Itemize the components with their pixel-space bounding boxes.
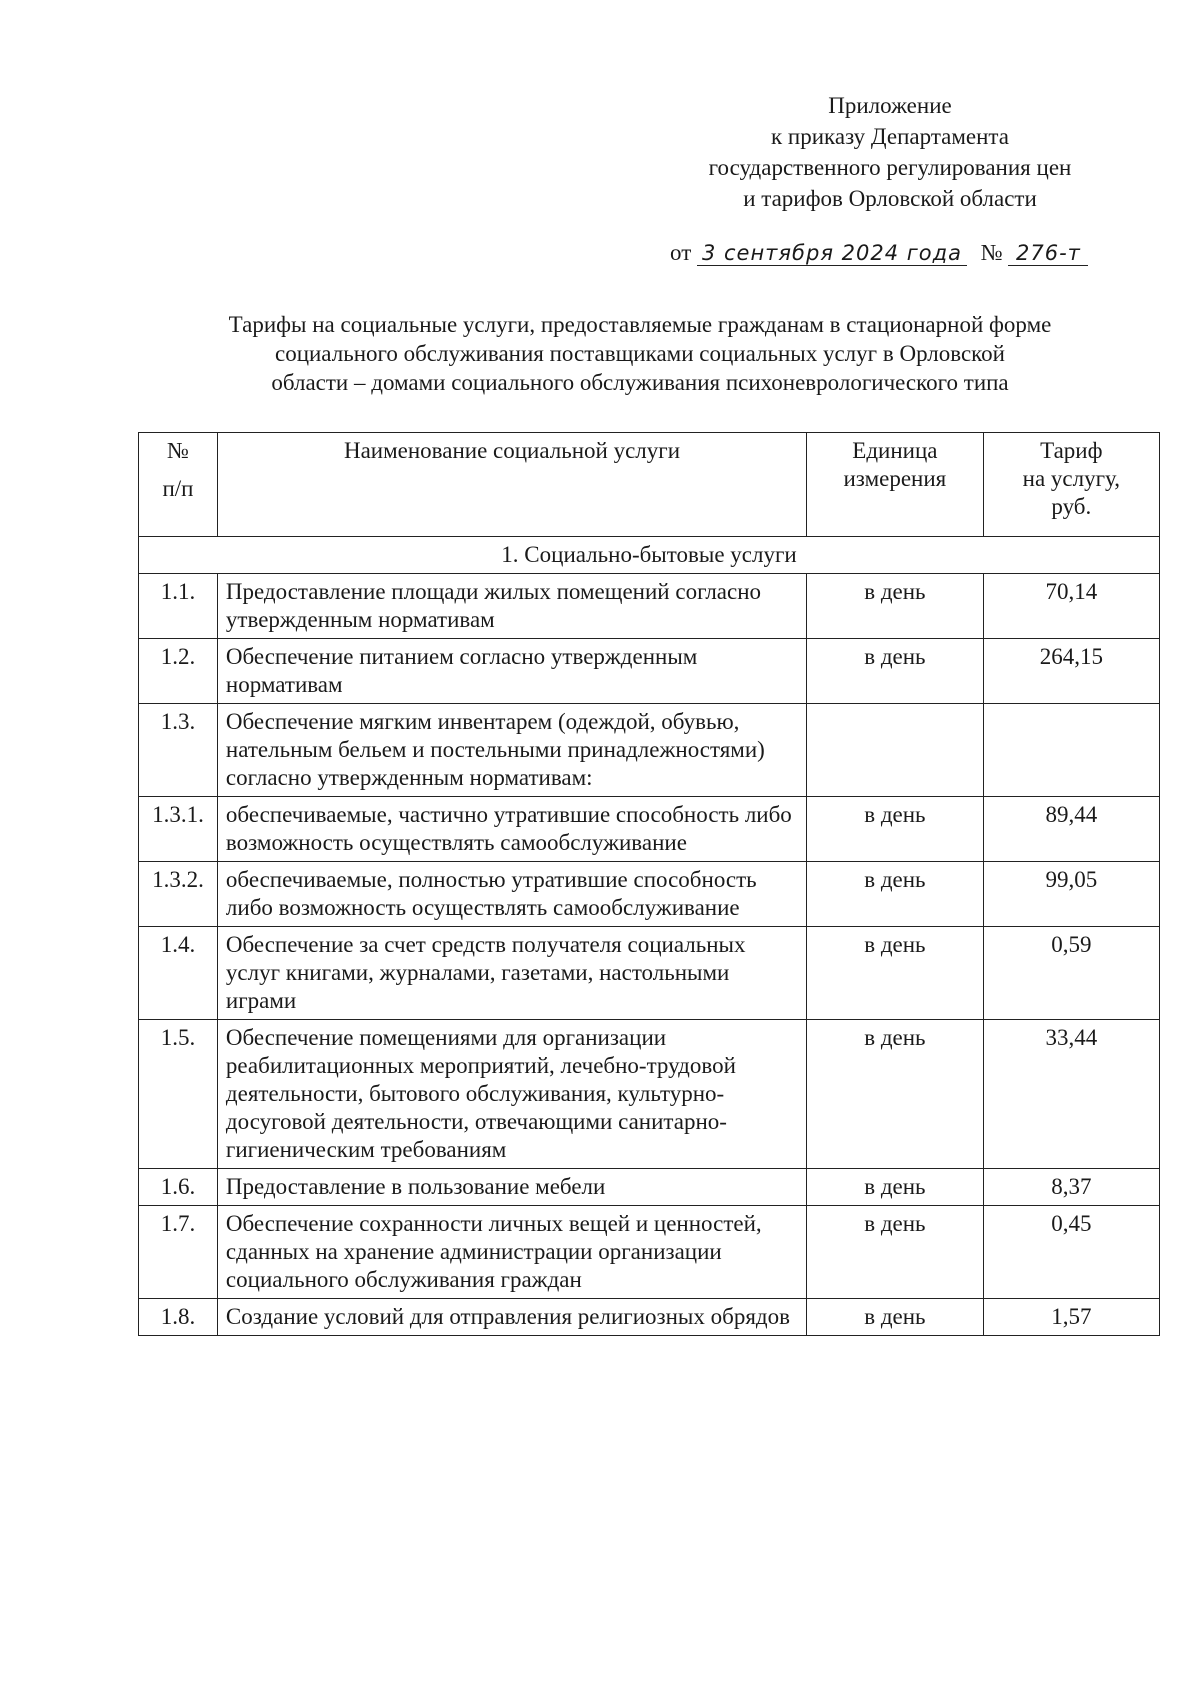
row-number: 1.3.1.: [139, 797, 218, 862]
appendix-block: [600, 90, 1180, 214]
row-number: 1.6.: [139, 1169, 218, 1206]
table-header-row: [139, 433, 1160, 537]
service-name: Предоставление в пользование мебели: [217, 1169, 806, 1206]
row-number: 1.7.: [139, 1206, 218, 1299]
unit-of-measure: [807, 704, 984, 797]
service-name: Обеспечение питанием согласно утвержденным нормативам: [217, 639, 806, 704]
tariff-value: [983, 704, 1159, 797]
table-body: [139, 537, 1160, 1336]
tariff-value: 1,57: [983, 1299, 1159, 1336]
row-number: 1.4.: [139, 927, 218, 1020]
service-name: Обеспечение помещениями для организации реабилитационных мероприятий, лечебно-трудовой деятельности, бытового обслуживания, культурно-досуговой деятельности, отвечающими санитарно-гигиеническим требованиям: [217, 1020, 806, 1169]
header-unit-line: Единица: [852, 438, 938, 463]
table-row: [139, 1206, 1160, 1299]
document-title: [150, 310, 1130, 397]
header-tariff-line: руб.: [1051, 494, 1092, 519]
appendix-line: государственного регулирования цен: [708, 155, 1072, 180]
header-tariff-line: Тариф: [1040, 438, 1103, 463]
header-name: Наименование социальной услуги: [217, 433, 806, 537]
tariff-value: 89,44: [983, 797, 1159, 862]
service-name: Обеспечение мягким инвентарем (одеждой, обувью, нательным бельем и постельными принадлежностями) согласно утвержденным нормативам:: [217, 704, 806, 797]
service-name: обеспечиваемые, полностью утратившие способность либо возможность осуществлять самообслуживание: [217, 862, 806, 927]
row-number: 1.3.2.: [139, 862, 218, 927]
tariff-value: 0,45: [983, 1206, 1159, 1299]
unit-of-measure: в день: [807, 797, 984, 862]
table-row: [139, 927, 1160, 1020]
tariff-table: [138, 432, 1160, 1336]
service-name: Обеспечение за счет средств получателя социальных услуг книгами, журналами, газетами, настольными играми: [217, 927, 806, 1020]
tariff-value: 99,05: [983, 862, 1159, 927]
service-name: Обеспечение сохранности личных вещей и ценностей, сданных на хранение администрации организации социального обслуживания граждан: [217, 1206, 806, 1299]
title-line: социального обслуживания поставщиками социальных услуг в Орловской: [274, 341, 1005, 366]
title-line: области – домами социального обслуживания психоневрологического типа: [271, 370, 1009, 395]
header-unit-line: измерения: [843, 466, 947, 491]
order-number-label: №: [980, 240, 1003, 265]
order-date: 3 сентября 2024 года: [697, 241, 967, 266]
table-row: [139, 862, 1160, 927]
row-number: 1.2.: [139, 639, 218, 704]
tariff-value: 8,37: [983, 1169, 1159, 1206]
header-num: [139, 433, 218, 537]
unit-of-measure: в день: [807, 639, 984, 704]
service-name: обеспечиваемые, частично утратившие способность либо возможность осуществлять самообслуживание: [217, 797, 806, 862]
title-line: Тарифы на социальные услуги, предоставляемые гражданам в стационарной форме: [228, 312, 1052, 337]
row-number: 1.8.: [139, 1299, 218, 1336]
table-row: [139, 1169, 1160, 1206]
unit-of-measure: в день: [807, 1020, 984, 1169]
table-row: [139, 574, 1160, 639]
tariff-value: 0,59: [983, 927, 1159, 1020]
table-row: [139, 1299, 1160, 1336]
tariff-value: 33,44: [983, 1020, 1159, 1169]
order-number: 276-т: [1008, 241, 1088, 266]
table-row: [139, 797, 1160, 862]
tariff-value: 70,14: [983, 574, 1159, 639]
header-tariff-line: на услугу,: [1022, 466, 1120, 491]
header-num-line: №: [166, 438, 189, 463]
tariff-value: 264,15: [983, 639, 1159, 704]
section-row: [139, 537, 1160, 574]
table-row: [139, 704, 1160, 797]
order-from-label: от: [670, 240, 692, 265]
service-name: Предоставление площади жилых помещений согласно утвержденным нормативам: [217, 574, 806, 639]
row-number: 1.3.: [139, 704, 218, 797]
section-title: 1. Социально-бытовые услуги: [139, 537, 1160, 574]
unit-of-measure: в день: [807, 574, 984, 639]
appendix-line: Приложение: [828, 93, 952, 118]
unit-of-measure: в день: [807, 927, 984, 1020]
header-num-line: п/п: [162, 476, 194, 501]
unit-of-measure: в день: [807, 1299, 984, 1336]
row-number: 1.5.: [139, 1020, 218, 1169]
service-name: Создание условий для отправления религиозных обрядов: [217, 1299, 806, 1336]
unit-of-measure: в день: [807, 1206, 984, 1299]
header-unit: [807, 433, 984, 537]
row-number: 1.1.: [139, 574, 218, 639]
unit-of-measure: в день: [807, 862, 984, 927]
table-row: [139, 1020, 1160, 1169]
order-reference: [670, 238, 1170, 268]
appendix-line: к приказу Департамента: [771, 124, 1009, 149]
appendix-line: и тарифов Орловской области: [743, 186, 1037, 211]
unit-of-measure: в день: [807, 1169, 984, 1206]
header-tariff: [983, 433, 1159, 537]
table-row: [139, 639, 1160, 704]
